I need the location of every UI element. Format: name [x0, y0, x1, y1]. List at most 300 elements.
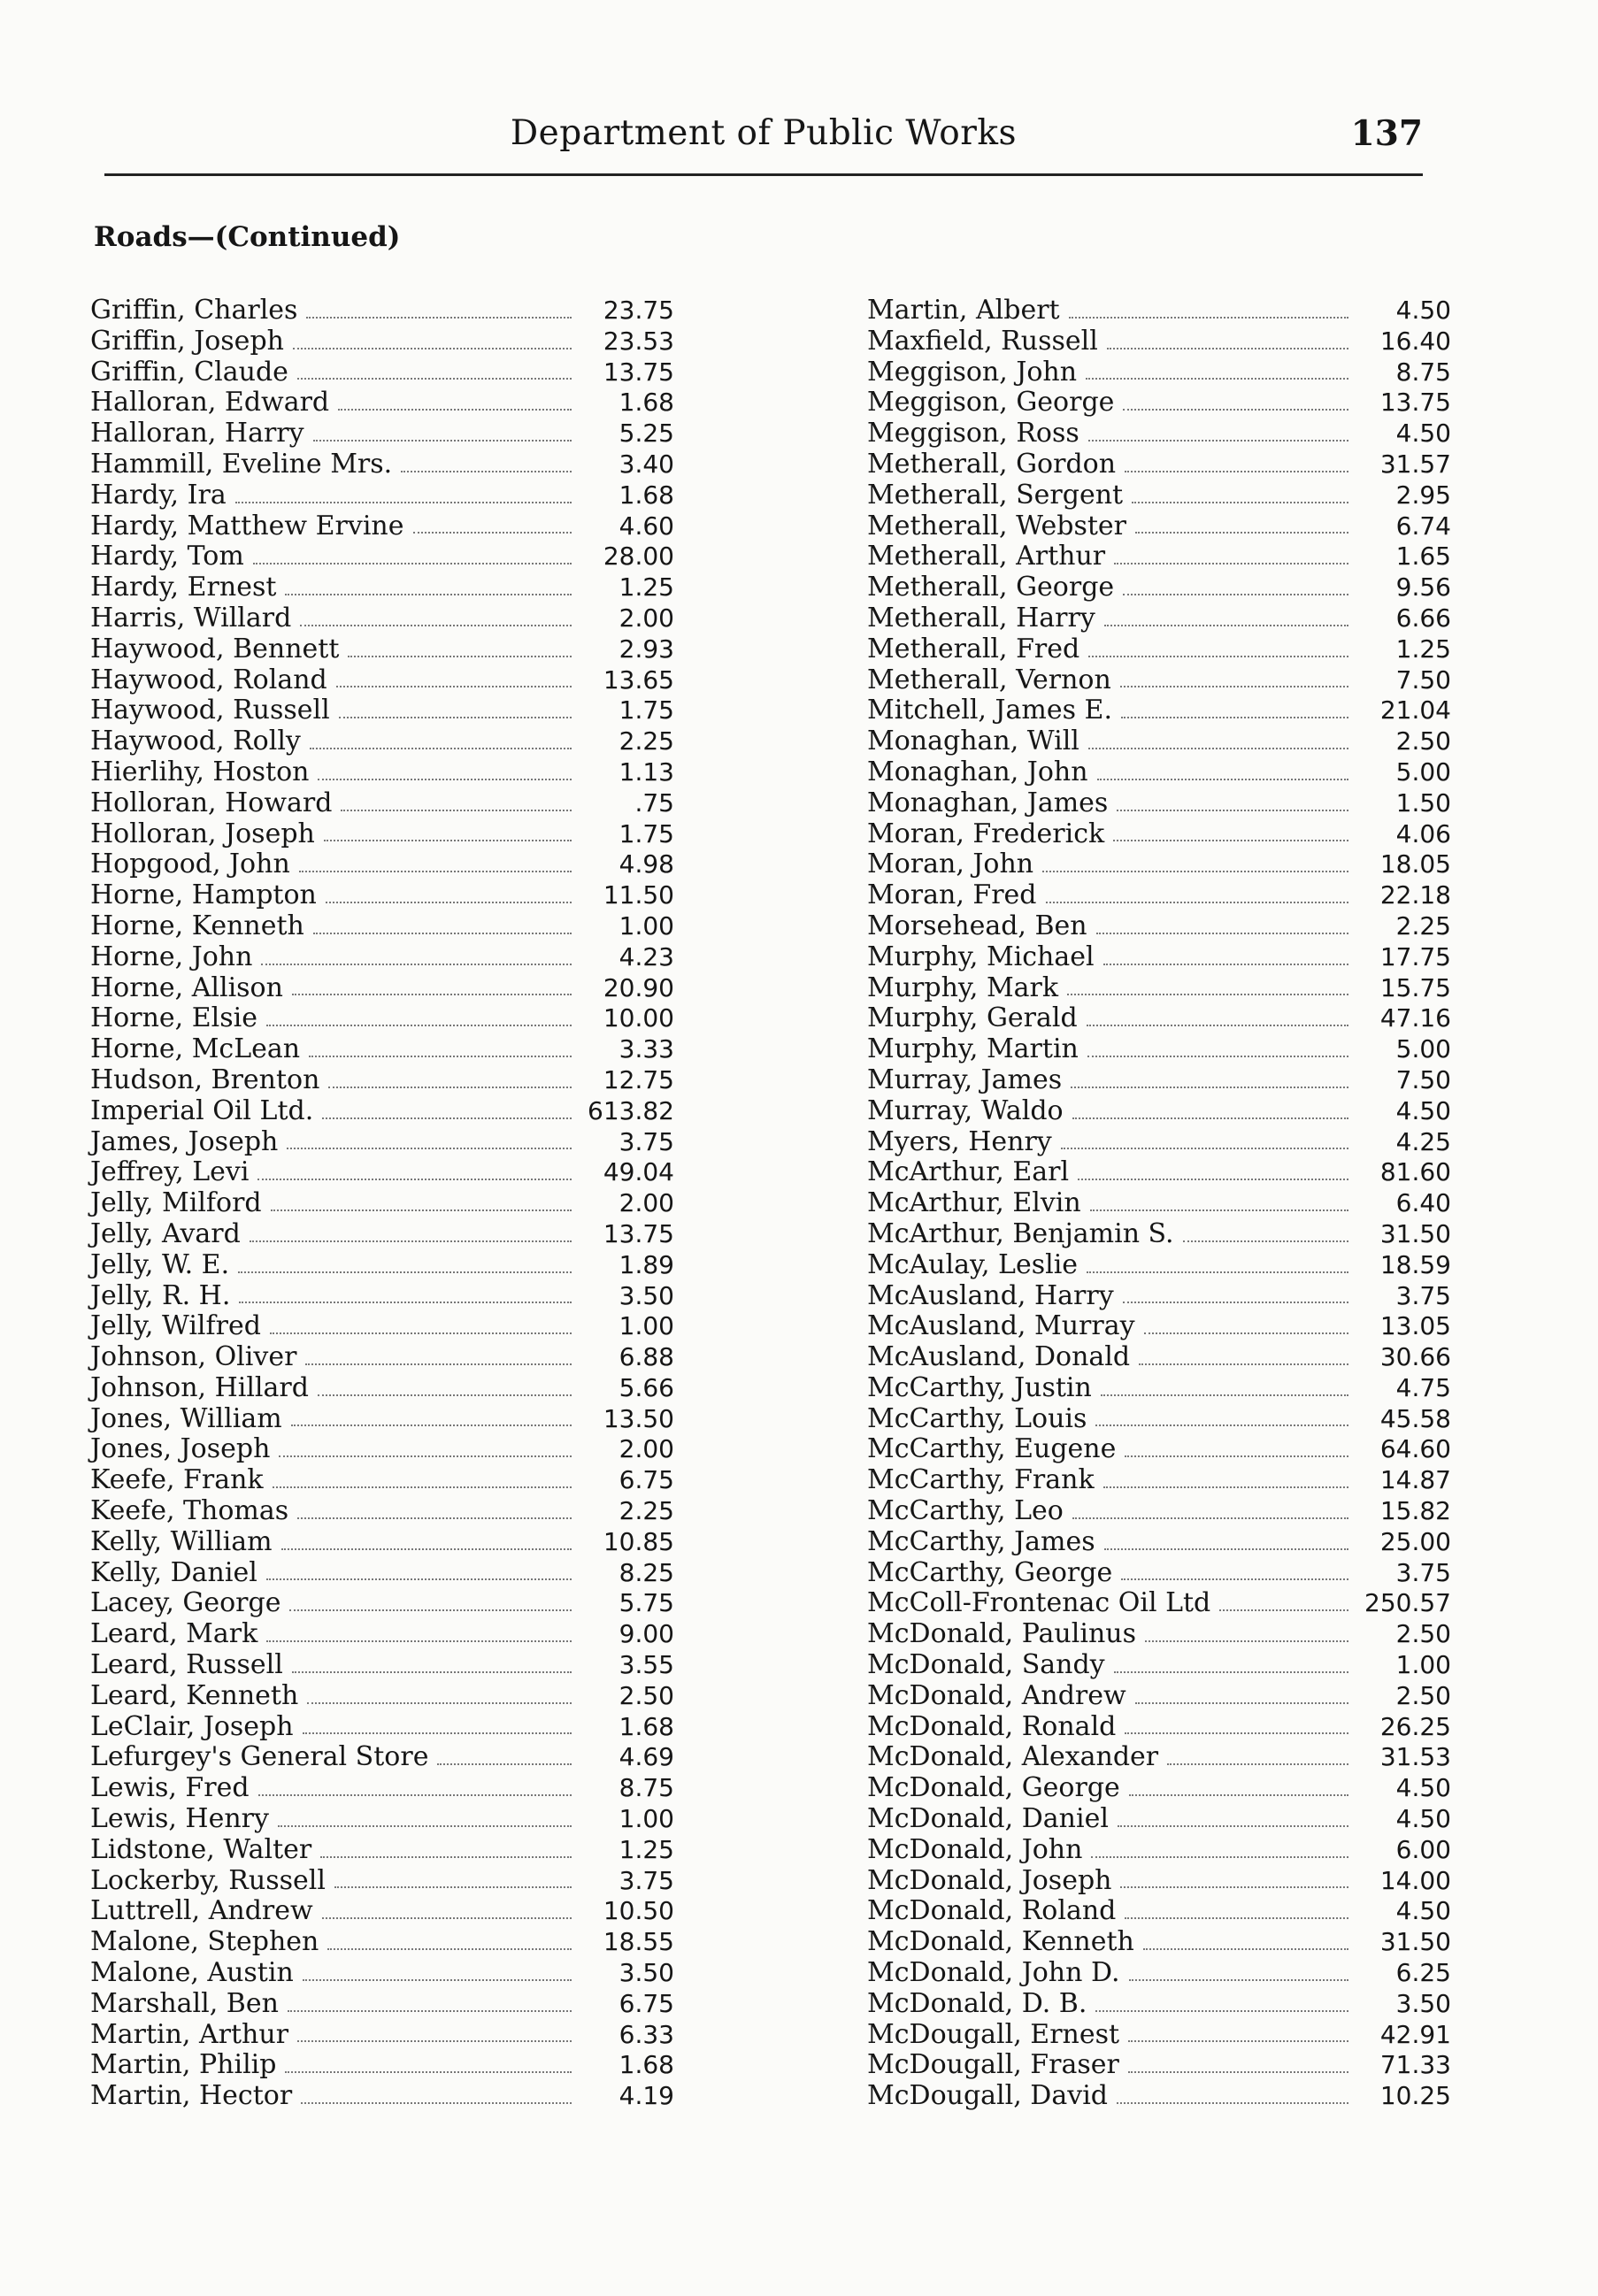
list-item [867, 296, 1451, 326]
dot-leader [1088, 439, 1348, 442]
list-item [90, 1127, 674, 1158]
list-item [867, 388, 1451, 419]
payment-amount: 16.40 [1379, 326, 1451, 356]
payment-amount: 13.75 [603, 357, 674, 387]
dot-leader [288, 2009, 572, 2012]
dot-leader [1078, 1178, 1348, 1180]
list-item [867, 634, 1451, 665]
payment-amount: 13.05 [1379, 1311, 1451, 1341]
payment-amount: 2.00 [618, 1434, 674, 1464]
payee-name: Haywood, Roland [90, 664, 327, 695]
payee-name: McDonald, Alexander [867, 1741, 1159, 1773]
dot-leader [258, 1793, 572, 1796]
list-item [867, 541, 1451, 572]
list-item [90, 1373, 674, 1404]
dot-leader [1120, 685, 1348, 687]
payment-amount: 4.50 [1395, 1773, 1451, 1803]
payee-name: McAusland, Harry [867, 1279, 1114, 1311]
list-item [90, 1188, 674, 1219]
payee-name: Horne, Elsie [90, 1002, 257, 1034]
list-item [90, 757, 674, 788]
dot-leader [253, 562, 572, 564]
payment-amount: 4.50 [1395, 1804, 1451, 1834]
payee-name: Jelly, Milford [90, 1187, 262, 1219]
payment-amount: 4.23 [618, 941, 674, 971]
list-item [90, 1927, 674, 1958]
payee-name: Holloran, Howard [90, 787, 333, 818]
payee-name: Mitchell, James E. [867, 695, 1112, 726]
dot-leader [1135, 1701, 1348, 1704]
payee-name: Myers, Henry [867, 1125, 1052, 1157]
payee-name: Halloran, Edward [90, 387, 330, 419]
dot-leader [324, 839, 572, 841]
list-item [867, 1681, 1451, 1712]
header-rule [104, 173, 1423, 176]
dot-leader [1114, 1670, 1348, 1673]
payment-amount: 17.75 [1379, 941, 1451, 971]
payee-name: Griffin, Joseph [90, 325, 284, 357]
payment-amount: 47.16 [1379, 1003, 1451, 1033]
dot-leader [293, 347, 572, 349]
payee-name: Keefe, Frank [90, 1464, 264, 1496]
payee-name: Malone, Stephen [90, 1926, 319, 1958]
dot-leader [285, 593, 572, 595]
dot-leader [1117, 809, 1348, 811]
page-title: Department of Public Works [510, 113, 1018, 153]
payment-amount: 31.50 [1379, 1218, 1451, 1248]
payee-name: Jones, William [90, 1402, 282, 1434]
payee-name: Marshall, Ben [90, 1987, 279, 2019]
payee-name: McCarthy, George [867, 1556, 1113, 1588]
payment-amount: 13.75 [1379, 388, 1451, 418]
payment-amount: 71.33 [1379, 2050, 1451, 2080]
payment-amount: 1.00 [1395, 1650, 1451, 1680]
list-item [90, 1804, 674, 1835]
payment-amount: 3.75 [1395, 1557, 1451, 1587]
payee-name: McDonald, John [867, 1833, 1083, 1865]
list-item [90, 1896, 674, 1927]
dot-leader [257, 1178, 572, 1180]
payment-amount: 2.25 [618, 1496, 674, 1526]
list-item [90, 1034, 674, 1065]
dot-leader [1125, 1732, 1348, 1734]
dot-leader [306, 316, 572, 319]
list-item [867, 419, 1451, 449]
payee-name: Metherall, George [867, 572, 1115, 603]
payment-amount: 8.75 [618, 1773, 674, 1803]
payment-amount: 7.50 [1395, 664, 1451, 695]
list-item [867, 1373, 1451, 1404]
payment-amount: 1.00 [618, 910, 674, 941]
dot-leader [1107, 347, 1348, 349]
payment-amount: 2.25 [618, 726, 674, 756]
payment-amount: 613.82 [588, 1095, 674, 1125]
dot-leader [303, 1732, 572, 1734]
payee-name: McCarthy, Frank [867, 1464, 1095, 1496]
payment-amount: 81.60 [1379, 1157, 1451, 1187]
dot-leader [326, 901, 572, 903]
payment-amount: 18.05 [1379, 849, 1451, 879]
payment-amount: 4.98 [618, 849, 674, 879]
dot-leader [300, 624, 572, 626]
payee-name: McDonald, Sandy [867, 1649, 1105, 1681]
payment-amount: 6.75 [618, 1988, 674, 2018]
list-item [90, 1157, 674, 1188]
list-item [867, 1835, 1451, 1866]
dot-leader [339, 716, 572, 718]
payee-name: Horne, Hampton [90, 879, 317, 911]
payment-amount: 5.25 [618, 419, 674, 449]
dot-leader [1104, 624, 1348, 626]
dot-leader [1121, 1578, 1348, 1580]
payment-amount: 13.75 [603, 1218, 674, 1248]
payee-name: McDonald, Andrew [867, 1679, 1126, 1711]
payment-amount: 6.66 [1395, 603, 1451, 633]
dot-leader [1145, 1639, 1348, 1642]
payment-amount: .75 [634, 787, 674, 818]
payment-amount: 9.00 [618, 1619, 674, 1649]
list-item [867, 1096, 1451, 1127]
dot-leader [297, 2039, 572, 2042]
payment-amount: 31.57 [1379, 449, 1451, 479]
payee-name: Meggison, John [867, 356, 1078, 388]
payee-name: Meggison, Ross [867, 418, 1079, 449]
payment-amount: 4.50 [1395, 296, 1451, 325]
dot-leader [320, 1855, 572, 1858]
payee-name: Murray, Waldo [867, 1094, 1064, 1126]
dot-leader [1125, 1916, 1348, 1919]
payee-name: McArthur, Elvin [867, 1187, 1081, 1219]
dot-leader [1067, 993, 1348, 995]
payee-name: Luttrell, Andrew [90, 1895, 313, 1927]
page-header [104, 113, 1423, 166]
payment-amount: 1.00 [618, 1311, 674, 1341]
list-item [90, 942, 674, 973]
list-item [90, 1773, 674, 1804]
dot-leader [289, 1609, 572, 1611]
dot-leader [413, 531, 572, 534]
payment-amount: 2.93 [618, 634, 674, 664]
list-item [90, 1404, 674, 1435]
payee-name: Jelly, R. H. [90, 1279, 231, 1311]
payment-amount: 2.50 [618, 1680, 674, 1710]
list-item [867, 1958, 1451, 1989]
dot-leader [297, 377, 572, 380]
dot-leader [336, 685, 572, 687]
dot-leader [313, 932, 572, 934]
dot-leader [299, 870, 572, 872]
list-item [90, 1588, 674, 1619]
list-item [90, 1742, 674, 1773]
dot-leader [310, 747, 572, 749]
dot-leader [1072, 1517, 1348, 1519]
payment-amount: 4.75 [1395, 1372, 1451, 1402]
list-item [867, 1034, 1451, 1065]
payment-amount: 21.04 [1379, 695, 1451, 726]
dot-leader [1071, 1086, 1348, 1088]
payment-amount: 6.75 [618, 1465, 674, 1495]
dot-leader [292, 1670, 572, 1673]
list-item [90, 1558, 674, 1589]
payment-amount: 6.00 [1395, 1834, 1451, 1864]
payment-amount: 9.56 [1395, 572, 1451, 603]
list-item [867, 1496, 1451, 1527]
payment-amount: 18.59 [1379, 1249, 1451, 1279]
dot-leader [322, 1916, 572, 1919]
payee-name: Jones, Joseph [90, 1433, 271, 1465]
dot-leader [334, 1885, 572, 1888]
payee-name: McCarthy, Eugene [867, 1433, 1117, 1465]
payee-name: McDonald, Joseph [867, 1864, 1112, 1896]
payment-amount: 1.89 [618, 1249, 674, 1279]
payee-name: Lockerby, Russell [90, 1864, 326, 1896]
payment-amount: 10.85 [603, 1526, 674, 1556]
payee-name: Moran, Fred [867, 879, 1037, 911]
list-item [90, 788, 674, 819]
payment-amount: 12.75 [603, 1064, 674, 1094]
list-item [90, 726, 674, 757]
payment-amount: 3.50 [618, 1958, 674, 1988]
list-item [90, 541, 674, 572]
payment-amount: 6.88 [618, 1342, 674, 1372]
payment-amount: 45.58 [1379, 1403, 1451, 1433]
payment-amount: 2.50 [1395, 1619, 1451, 1649]
payment-amount: 13.65 [603, 664, 674, 695]
dot-leader [1117, 2101, 1348, 2104]
list-item [867, 1219, 1451, 1250]
payee-name: Murphy, Gerald [867, 1002, 1078, 1034]
dot-leader [266, 1639, 572, 1642]
payee-name: Hierlihy, Hoston [90, 756, 310, 787]
dot-leader [1183, 1240, 1348, 1242]
list-item [867, 1003, 1451, 1034]
payee-name: Metherall, Vernon [867, 664, 1111, 695]
list-item [90, 1712, 674, 1743]
dot-leader [1125, 1455, 1348, 1457]
dot-leader [318, 1394, 572, 1396]
payment-amount: 4.50 [1395, 1896, 1451, 1926]
dot-leader [1069, 316, 1348, 319]
payment-amount: 5.75 [618, 1588, 674, 1618]
payee-name: McAulay, Leslie [867, 1248, 1079, 1280]
payment-amount: 15.82 [1379, 1496, 1451, 1526]
dot-leader [313, 439, 572, 442]
list-item [867, 2050, 1451, 2081]
list-item [90, 480, 674, 511]
payment-amount: 23.53 [603, 326, 674, 356]
list-item [867, 2081, 1451, 2112]
dot-leader [1087, 1055, 1348, 1057]
list-item [867, 2020, 1451, 2051]
dot-leader [235, 501, 572, 503]
list-item [867, 1527, 1451, 1558]
payee-name: McDonald, Roland [867, 1895, 1117, 1927]
dot-leader [287, 1147, 572, 1149]
dot-leader [305, 1363, 572, 1365]
payee-name: Murphy, Martin [867, 1033, 1079, 1065]
dot-leader [1120, 1885, 1348, 1888]
payee-name: McCarthy, Louis [867, 1402, 1087, 1434]
dot-leader [338, 408, 572, 411]
dot-leader [1219, 1609, 1348, 1611]
payment-amount: 1.75 [618, 818, 674, 849]
payment-amount: 4.50 [1395, 1095, 1451, 1125]
payment-amount: 28.00 [603, 541, 674, 572]
payee-name: McDougall, David [867, 2080, 1108, 2112]
payee-name: Maxfield, Russell [867, 325, 1098, 357]
payment-amount: 4.60 [618, 511, 674, 541]
list-item [867, 788, 1451, 819]
payee-name: Moran, Frederick [867, 818, 1105, 849]
payment-amount: 5.00 [1395, 1034, 1451, 1064]
list-item [90, 880, 674, 911]
dot-leader [307, 1701, 572, 1704]
list-item [90, 695, 674, 726]
dot-leader [1103, 963, 1348, 965]
list-item [90, 1065, 674, 1096]
list-item [90, 1866, 674, 1897]
payee-name: Murphy, Mark [867, 971, 1059, 1003]
payee-name: Meggison, George [867, 387, 1115, 419]
list-item [867, 849, 1451, 880]
dot-leader [278, 1824, 572, 1827]
payment-amount: 3.75 [618, 1865, 674, 1895]
payment-amount: 3.75 [1395, 1280, 1451, 1310]
list-item [90, 1989, 674, 2020]
list-item [867, 1342, 1451, 1373]
payment-amount: 25.00 [1379, 1526, 1451, 1556]
dot-leader [250, 1240, 572, 1242]
dot-leader [1095, 1424, 1348, 1426]
list-item [867, 1927, 1451, 1958]
payment-amount: 3.55 [618, 1650, 674, 1680]
payment-amount: 2.00 [618, 1188, 674, 1218]
dot-leader [401, 470, 572, 472]
payee-name: Metherall, Gordon [867, 448, 1117, 480]
list-item [90, 849, 674, 880]
list-item [90, 1003, 674, 1034]
dot-leader [281, 1547, 572, 1550]
payment-amount: 4.25 [1395, 1126, 1451, 1156]
dot-leader [1090, 1209, 1348, 1211]
payee-name: Hudson, Brenton [90, 1064, 320, 1095]
payee-name: Lewis, Fred [90, 1772, 250, 1804]
payee-name: Jelly, Avard [90, 1217, 241, 1249]
list-item [90, 2081, 674, 2112]
list-item [867, 1650, 1451, 1681]
dot-leader [266, 1578, 572, 1580]
payee-name: Jelly, Wilfred [90, 1310, 261, 1342]
payee-name: McAusland, Murray [867, 1310, 1135, 1342]
dot-leader [327, 1947, 572, 1950]
payee-name: James, Joseph [90, 1125, 279, 1157]
dot-leader [341, 809, 572, 811]
payment-amount: 4.19 [618, 2081, 674, 2111]
payee-name: Leard, Mark [90, 1618, 258, 1650]
dot-leader [1167, 1762, 1348, 1765]
payment-amount: 31.53 [1379, 1742, 1451, 1772]
section-title: Roads—(Continued) [94, 221, 401, 253]
payment-amount: 10.00 [603, 1003, 674, 1033]
dot-leader [292, 993, 572, 995]
dot-leader [348, 655, 572, 657]
list-item [90, 1835, 674, 1866]
list-item [90, 1681, 674, 1712]
payment-amount: 20.90 [603, 972, 674, 1002]
payee-name: Murphy, Michael [867, 941, 1095, 972]
payee-name: LeClair, Joseph [90, 1710, 294, 1742]
payment-amount: 250.57 [1364, 1588, 1451, 1618]
payee-name: Kelly, William [90, 1525, 273, 1557]
payee-name: Monaghan, James [867, 787, 1109, 818]
payee-name: McCarthy, Justin [867, 1371, 1092, 1403]
dot-leader [303, 1978, 572, 1981]
left-column [90, 296, 674, 2112]
list-item [90, 911, 674, 942]
payee-name: Jelly, W. E. [90, 1248, 230, 1280]
payee-name: Johnson, Hillard [90, 1371, 309, 1403]
dot-leader [1103, 1486, 1348, 1488]
dot-leader [1139, 1363, 1348, 1365]
dot-leader [1128, 2070, 1348, 2073]
payment-amount: 5.66 [618, 1372, 674, 1402]
payee-name: Lewis, Henry [90, 1803, 269, 1835]
payee-name: Horne, Kenneth [90, 910, 304, 941]
payment-amount: 22.18 [1379, 880, 1451, 910]
dot-leader [1104, 1547, 1348, 1550]
dot-leader [328, 1086, 572, 1088]
dot-leader [285, 2070, 572, 2073]
payment-amount: 1.68 [618, 1711, 674, 1741]
payee-name: Keefe, Thomas [90, 1495, 289, 1527]
payee-name: McDougall, Ernest [867, 2018, 1120, 2050]
payment-amount: 8.25 [618, 1557, 674, 1587]
payment-amount: 3.33 [618, 1034, 674, 1064]
dot-leader [1118, 1824, 1348, 1827]
list-item [867, 603, 1451, 634]
payment-amount: 1.25 [618, 1834, 674, 1864]
dot-leader [1128, 2039, 1348, 2042]
payment-amount: 4.06 [1395, 818, 1451, 849]
payment-amount: 2.25 [1395, 910, 1451, 941]
payment-amount: 2.50 [1395, 1680, 1451, 1710]
dot-leader [1123, 408, 1348, 411]
payee-name: McCarthy, Leo [867, 1495, 1064, 1527]
payment-amount: 5.00 [1395, 756, 1451, 787]
list-item [867, 326, 1451, 357]
payment-amount: 1.50 [1395, 787, 1451, 818]
list-item [867, 880, 1451, 911]
list-item [90, 449, 674, 480]
dot-leader [1087, 1024, 1348, 1026]
list-item [867, 819, 1451, 850]
payee-name: Lacey, George [90, 1587, 281, 1619]
list-item [90, 572, 674, 603]
list-item [867, 449, 1451, 480]
payment-amount: 7.50 [1395, 1064, 1451, 1094]
payment-amount: 18.55 [603, 1927, 674, 1957]
payment-amount: 1.75 [618, 695, 674, 726]
list-item [90, 1496, 674, 1527]
list-item [867, 1250, 1451, 1281]
payment-amount: 4.69 [618, 1742, 674, 1772]
payee-name: Hammill, Eveline Mrs. [90, 448, 393, 480]
payment-amount: 1.25 [1395, 634, 1451, 664]
dot-leader [297, 1517, 572, 1519]
list-item [90, 1619, 674, 1650]
payee-name: Kelly, Daniel [90, 1556, 257, 1588]
dot-leader [1114, 562, 1348, 564]
